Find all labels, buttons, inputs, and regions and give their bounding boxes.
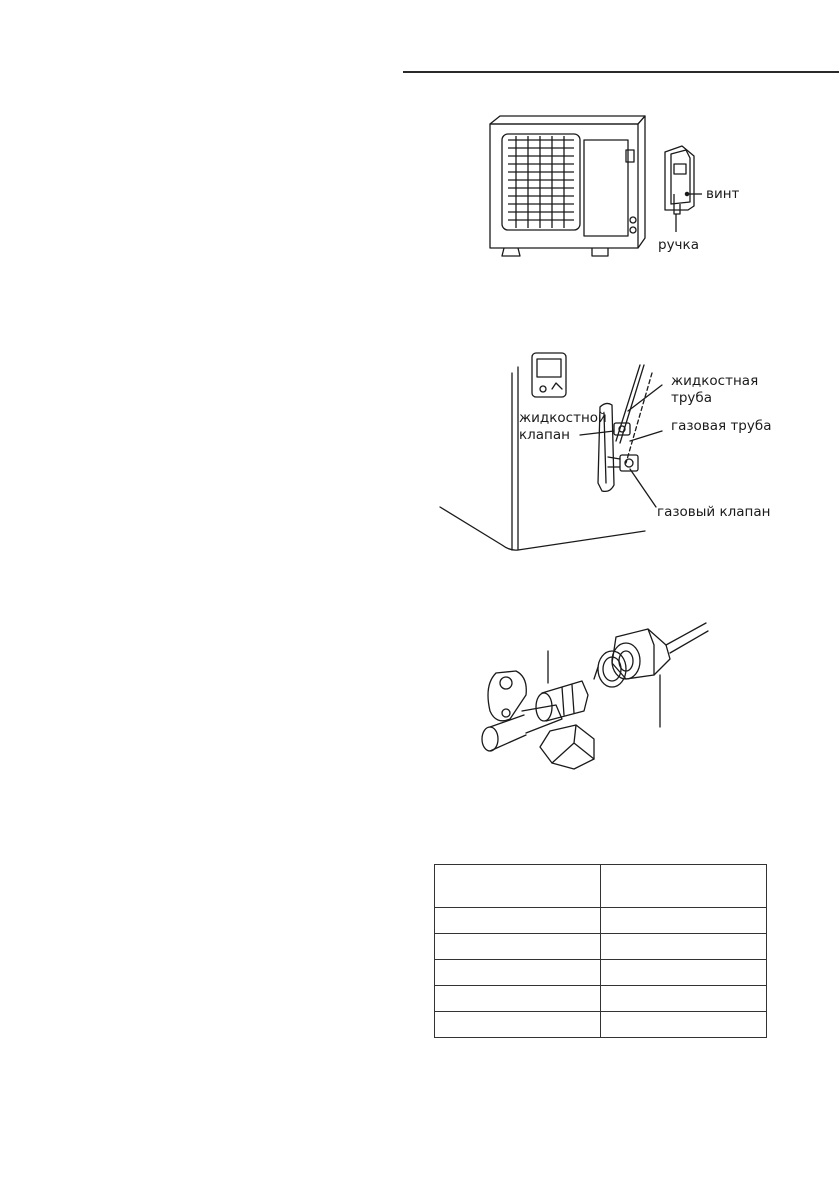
table-cell <box>601 1012 767 1038</box>
table-cell <box>601 908 767 934</box>
figure-valves <box>430 345 690 560</box>
label-liquid-valve-line1: жидкостной <box>519 410 607 426</box>
table-row <box>435 986 767 1012</box>
table-cell <box>601 934 767 960</box>
label-handle: ручка <box>658 237 699 253</box>
label-liquid-pipe-line2: труба <box>671 390 713 406</box>
table-header-row <box>435 865 767 908</box>
table-cell <box>601 986 767 1012</box>
table-cell <box>435 960 601 986</box>
label-screw: винт <box>706 186 740 202</box>
table-header-cell <box>601 865 767 908</box>
valve-location-drawing <box>430 345 690 560</box>
table-row <box>435 960 767 986</box>
table-row <box>435 908 767 934</box>
table-cell <box>435 934 601 960</box>
table-cell <box>601 960 767 986</box>
table-cell <box>435 986 601 1012</box>
table-cell <box>435 908 601 934</box>
label-gas-valve: газовый клапан <box>657 504 771 520</box>
spec-table <box>434 864 767 1038</box>
label-liquid-valve-line2: клапан <box>519 427 570 443</box>
table-row <box>435 934 767 960</box>
label-gas-pipe: газовая труба <box>671 418 772 434</box>
table-header-cell <box>435 865 601 908</box>
table-cell <box>435 1012 601 1038</box>
label-liquid-pipe-line1: жидкостная <box>671 373 759 389</box>
flare-connection-drawing <box>466 615 716 785</box>
top-rule <box>403 71 839 73</box>
table-row <box>435 1012 767 1038</box>
figure-flare-connection <box>466 615 716 785</box>
